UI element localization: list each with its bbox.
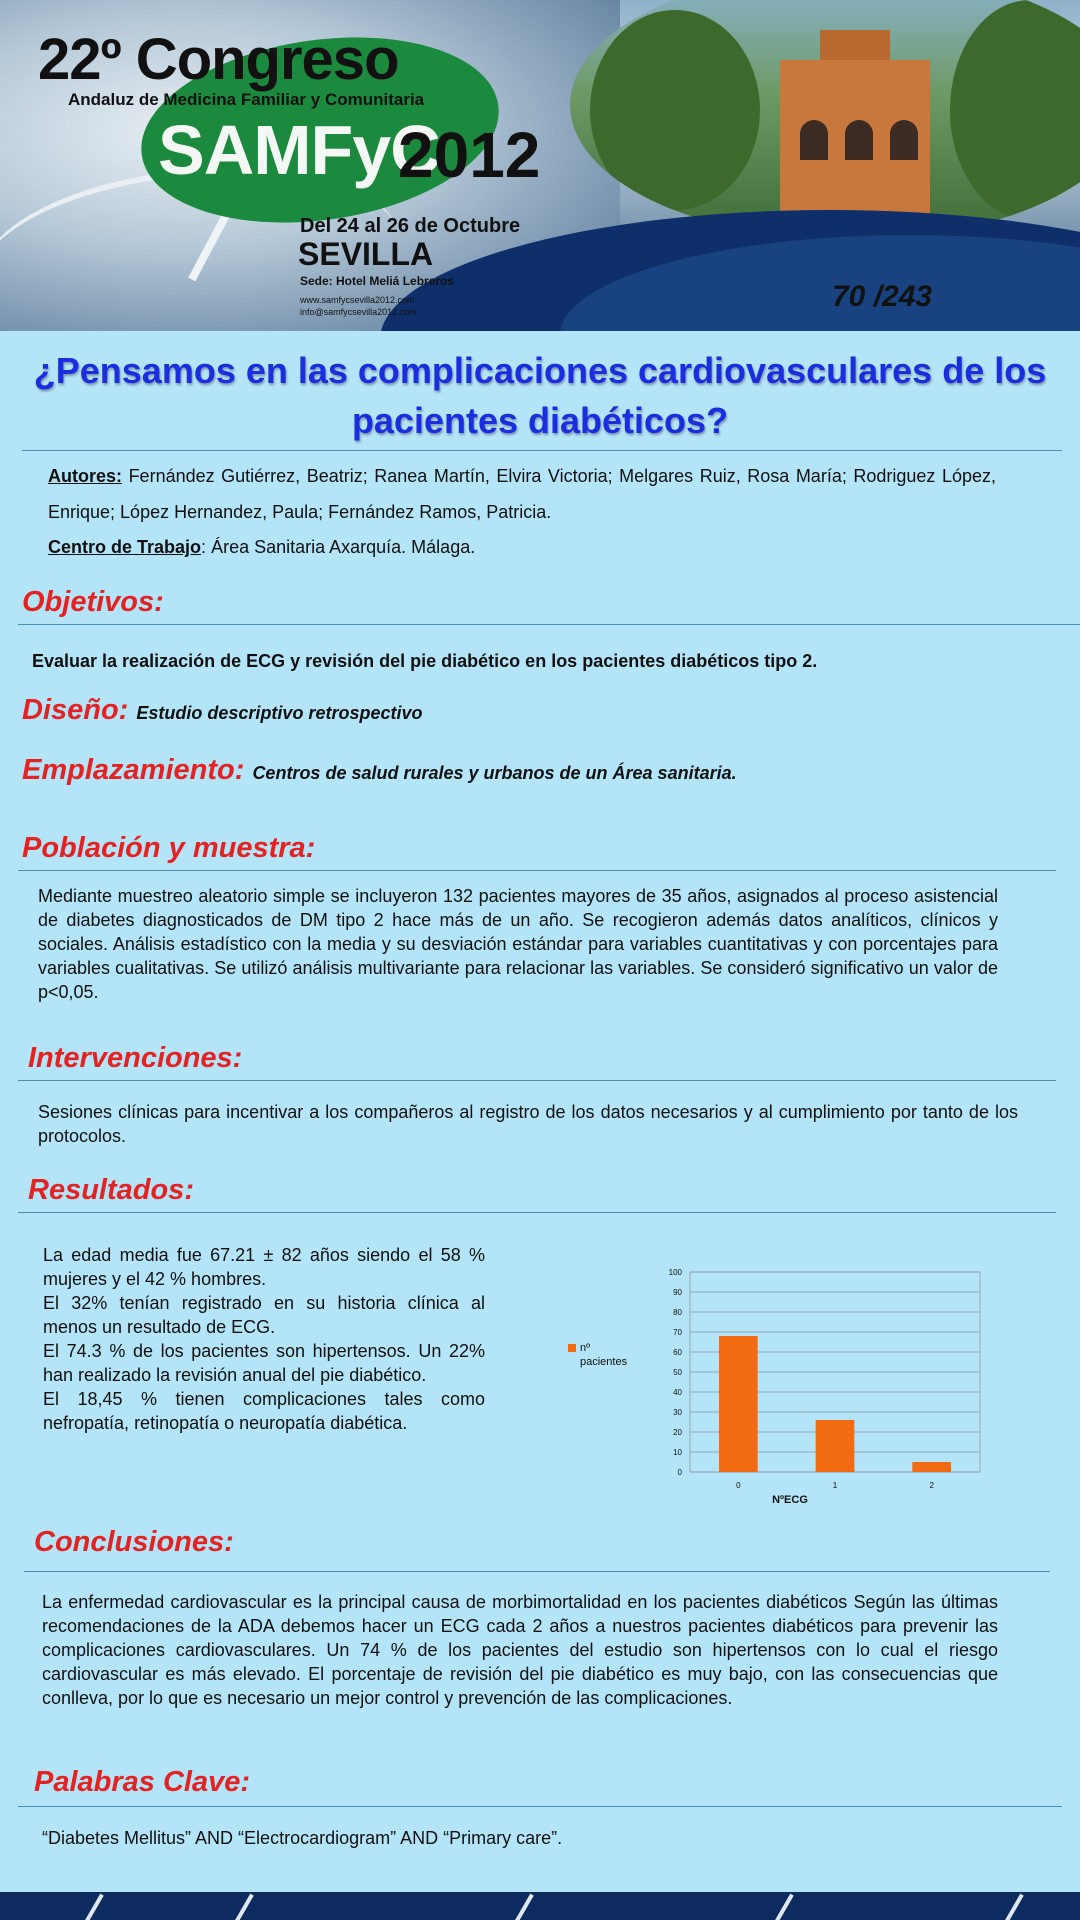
heading-poblacion: Población y muestra: — [22, 832, 316, 864]
divider — [18, 870, 1056, 871]
resultados-line: El 32% tenían registrado en su historia clínica al menos un resultado de ECG. — [43, 1293, 485, 1337]
samfyc-logo: SAMFyC — [158, 111, 440, 189]
palabras-clave-text: “Diabetes Mellitus” AND “Electrocardiogram” AND “Primary care”. — [42, 1828, 563, 1848]
y-tick-label: 50 — [673, 1368, 682, 1377]
congress-city: SEVILLA — [298, 236, 434, 272]
divider — [18, 1212, 1056, 1213]
heading-diseno: Diseño: — [22, 694, 129, 726]
congress-banner — [0, 0, 1080, 331]
y-tick-label: 70 — [673, 1328, 682, 1337]
poblacion-text: Mediante muestreo aleatorio simple se incluyeron 132 pacientes mayores de 35 años, asignados al proceso asistencial de diabetes diagnosticados de DM tipo 2 hace más de un año. Se recogieron además datos analíticos, clínicos y sociales. Análisis estadístico con la media y su desviación estándar para variables cuantitativas y con porcentajes para variables cualitativas. Se utilizó análisis multivariante para relacionar las variables. Se consideró significativo un valor de p<0,05. — [38, 886, 998, 1002]
congress-subtitle: Andaluz de Medicina Familiar y Comunitaria — [68, 90, 425, 109]
legend-swatch — [568, 1344, 576, 1352]
heading-emplazamiento: Emplazamiento: — [22, 754, 245, 786]
workplace-label: Centro de Trabajo — [48, 537, 202, 557]
y-tick-label: 40 — [673, 1388, 682, 1397]
conclusiones-text: La enfermedad cardiovascular es la principal causa de morbimortalidad en los pacientes diabéticos Según las últimas recomendaciones de la ADA debemos hacer un ECG cada 2 años a nuestros pacientes diabéticos para prevenir las complicaciones cardiovasculares. Un 74 % de los pacientes del estudio son hipertensos con lo cual el riesgo cardiovascular es más elevado. El porcentaje de revisión del pie diabético es muy bajo, con las consecuencias que conlleva, por lo que es necesario un mejor control y prevención de las complicaciones. — [42, 1592, 998, 1708]
heading-conclusiones: Conclusiones: — [34, 1526, 234, 1558]
y-tick-label: 10 — [673, 1448, 682, 1457]
x-tick-label: 0 — [736, 1481, 741, 1490]
authors-label: Autores: — [48, 466, 123, 486]
diseno-text: Estudio descriptivo retrospectivo — [136, 703, 423, 723]
chart-bar — [816, 1420, 855, 1472]
x-tick-label: 2 — [929, 1481, 934, 1490]
heading-intervenciones: Intervenciones: — [28, 1042, 243, 1074]
divider — [22, 450, 1062, 451]
y-tick-label: 20 — [673, 1428, 682, 1437]
workplace-value: Área Sanitaria Axarquía. Málaga. — [211, 537, 476, 557]
workplace-colon: : — [201, 537, 207, 557]
y-tick-label: 60 — [673, 1348, 682, 1357]
congress-year: 2012 — [398, 119, 541, 191]
heading-objetivos: Objetivos: — [22, 586, 164, 618]
poster-number: 70 /243 — [832, 280, 933, 313]
chart-bar — [912, 1462, 951, 1472]
heading-palabras-clave: Palabras Clave: — [34, 1766, 251, 1798]
legend-label: nº — [580, 1342, 591, 1354]
resultados-line: El 18,45 % tienen complicaciones tales como nefropatía, retinopatía o neuropatía diabética. — [43, 1389, 485, 1433]
footer-band — [0, 1892, 1080, 1920]
resultados-line: El 74.3 % de los pacientes son hipertensos. Un 22% han realizado la revisión anual del pie diabético. — [43, 1341, 485, 1385]
resultados-text — [43, 1243, 485, 1435]
emplazamiento-text: Centros de salud rurales y urbanos de un Área sanitaria. — [252, 763, 737, 783]
seville-palace-photo — [570, 0, 1080, 240]
authors-block — [48, 458, 996, 530]
divider — [18, 624, 1080, 625]
x-axis-label: NºECG — [772, 1494, 808, 1506]
y-tick-label: 0 — [677, 1468, 682, 1477]
y-tick-label: 90 — [673, 1288, 682, 1297]
resultados-line: La edad media fue 67.21 ± 82 años siendo el 58 % mujeres y el 42 % hombres. — [43, 1245, 485, 1289]
ecg-bar-chart — [560, 1262, 1000, 1512]
congress-dates: Del 24 al 26 de Octubre — [300, 215, 521, 237]
y-tick-label: 30 — [673, 1408, 682, 1417]
divider — [18, 1080, 1056, 1081]
congress-email[interactable]: info@samfycsevilla2012.com — [300, 307, 417, 317]
congress-website[interactable]: www.samfycsevilla2012.com — [300, 295, 415, 305]
x-tick-label: 1 — [832, 1481, 838, 1490]
congress-title: 22º Congreso — [38, 27, 399, 92]
congress-contact — [300, 294, 417, 318]
authors-names: Fernández Gutiérrez, Beatriz; Ranea Martín, Elvira Victoria; Melgares Ruiz, Rosa María; Rodriguez López, Enrique; López Hernandez, Paula; Fernández Ramos, Patricia. — [48, 466, 996, 522]
heading-resultados: Resultados: — [28, 1174, 194, 1206]
chart-bar — [719, 1336, 758, 1472]
y-tick-label: 80 — [673, 1308, 682, 1317]
divider — [24, 1571, 1050, 1572]
intervenciones-text: Sesiones clínicas para incentivar a los compañeros al registro de los datos necesarios y al cumplimiento por tanto de los protocolos. — [38, 1102, 1018, 1146]
divider — [18, 1806, 1062, 1807]
workplace-block — [48, 532, 475, 562]
diseno-row — [22, 694, 422, 727]
congress-venue: Sede: Hotel Meliá Lebreros — [300, 274, 455, 288]
legend-label: pacientes — [580, 1356, 628, 1368]
objetivos-text: Evaluar la realización de ECG y revisión del pie diabético en los pacientes diabéticos tipo 2. — [32, 651, 818, 671]
poster-title: ¿Pensamos en las complicaciones cardiovasculares de los pacientes diabéticos? — [33, 350, 1047, 441]
y-tick-label: 100 — [668, 1268, 682, 1277]
emplazamiento-row — [22, 754, 737, 787]
